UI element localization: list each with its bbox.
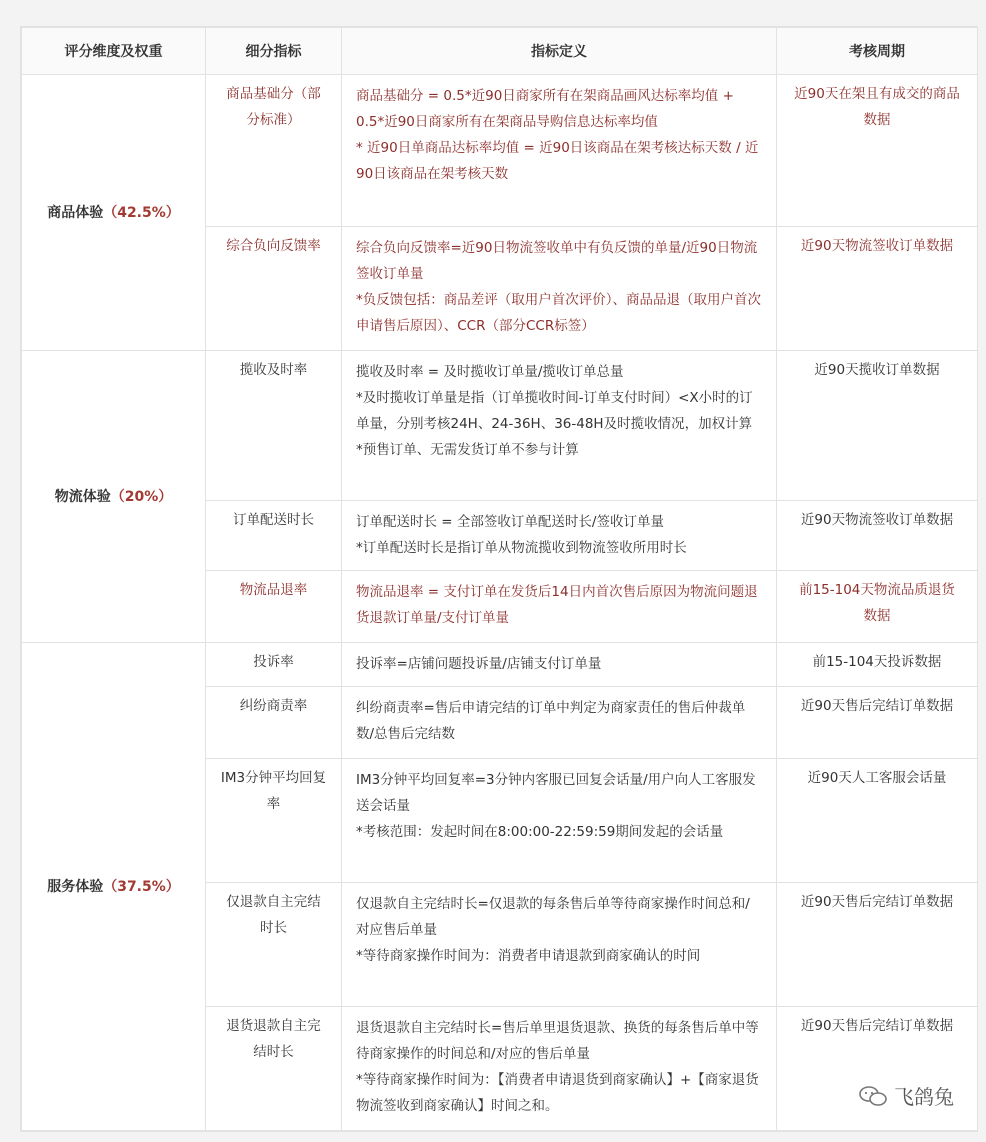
watermark-text: 飞鸽兔 <box>894 1085 954 1109</box>
period-cell: 近90天人工客服会话量 <box>777 759 978 883</box>
definition-cell <box>342 227 777 351</box>
definition-text: IM3分钟平均回复率=3分钟内客服已回复会话量/用户向人工客服发送会话量 <box>356 772 756 814</box>
period-cell: 近90天售后完结订单数据 <box>777 687 978 759</box>
metric-cell: 仅退款自主完结时长 <box>206 883 342 1007</box>
dimension-cell-product <box>22 75 206 351</box>
table-row <box>22 75 978 227</box>
definition-text: 投诉率=店铺问题投诉量/店铺支付订单量 <box>356 656 602 672</box>
definition-text: 纠纷商责率=售后申请完结的订单中判定为商家责任的售后仲裁单数/总售后完结数 <box>356 700 746 742</box>
definition-cell <box>342 883 777 1007</box>
period-cell: 前15-104天物流品质退货数据 <box>777 571 978 643</box>
metrics-table-container <box>20 26 978 1132</box>
period-cell: 近90天售后完结订单数据 <box>777 1007 978 1131</box>
definition-cell <box>342 351 777 501</box>
dimension-name: 物流体验 <box>54 488 111 505</box>
definition-note: *等待商家操作时间为：消费者申请退款到商家确认的时间 <box>356 948 701 964</box>
dimension-weight: （42.5%） <box>103 204 180 221</box>
definition-note: *考核范围：发起时间在8:00:00-22:59:59期间发起的会话量 <box>356 824 724 840</box>
period-cell: 近90天在架且有成交的商品数据 <box>777 75 978 227</box>
watermark <box>854 1079 958 1112</box>
header-metric: 细分指标 <box>206 28 342 75</box>
definition-note: *负反馈包括：商品差评（取用户首次评价）、商品品退（取用户首次申请售后原因）、CCR（部分CCR标签） <box>356 292 761 334</box>
dimension-name: 商品体验 <box>47 204 104 221</box>
definition-cell <box>342 75 777 227</box>
period-cell: 近90天揽收订单数据 <box>777 351 978 501</box>
period-cell: 近90天物流签收订单数据 <box>777 227 978 351</box>
metric-cell: 物流品退率 <box>206 571 342 643</box>
header-dimension: 评分维度及权重 <box>22 28 206 75</box>
definition-text: 订单配送时长 = 全部签收订单配送时长/签收订单量 <box>356 514 664 530</box>
definition-text: 商品基础分 = 0.5*近90日商家所有在架商品画风达标率均值 + 0.5*近90日商家所有在架商品导购信息达标率均值 <box>356 88 734 130</box>
dimension-weight: （20%） <box>110 488 173 505</box>
header-period: 考核周期 <box>777 28 978 75</box>
definition-text: 退货退款自主完结时长=售后单里退货退款、换货的每条售后单中等待商家操作的时间总和/对应的售后单量 <box>356 1020 759 1062</box>
table-row <box>22 643 978 687</box>
period-cell: 近90天物流签收订单数据 <box>777 501 978 571</box>
definition-note: *等待商家操作时间为：【消费者申请退货到商家确认】+【商家退货物流签收到商家确认】时间之和。 <box>356 1072 759 1114</box>
definition-cell <box>342 643 777 687</box>
definition-text: 物流品退率 = 支付订单在发货后14日内首次售后原因为物流问题退货退款订单量/支付订单量 <box>356 584 758 626</box>
metric-cell: 订单配送时长 <box>206 501 342 571</box>
table-row <box>22 351 978 501</box>
definition-cell <box>342 687 777 759</box>
period-cell: 近90天售后完结订单数据 <box>777 883 978 1007</box>
period-cell: 前15-104天投诉数据 <box>777 643 978 687</box>
table-header-row <box>22 28 978 75</box>
definition-text: 综合负向反馈率=近90日物流签收单中有负反馈的单量/近90日物流签收订单量 <box>356 240 758 282</box>
metric-cell: IM3分钟平均回复率 <box>206 759 342 883</box>
definition-text: 揽收及时率 = 及时揽收订单量/揽收订单总量 <box>356 364 624 380</box>
metrics-table <box>21 27 978 1131</box>
metric-cell: 纠纷商责率 <box>206 687 342 759</box>
definition-cell <box>342 501 777 571</box>
definition-cell <box>342 571 777 643</box>
header-definition: 指标定义 <box>342 28 777 75</box>
metric-cell: 揽收及时率 <box>206 351 342 501</box>
definition-cell <box>342 1007 777 1131</box>
metric-cell: 投诉率 <box>206 643 342 687</box>
metric-cell: 综合负向反馈率 <box>206 227 342 351</box>
metric-cell: 商品基础分（部分标准） <box>206 75 342 227</box>
definition-text: 仅退款自主完结时长=仅退款的每条售后单等待商家操作时间总和/对应售后单量 <box>356 896 750 938</box>
wechat-logo-icon <box>858 1085 888 1107</box>
definition-cell <box>342 759 777 883</box>
metric-cell: 退货退款自主完结时长 <box>206 1007 342 1131</box>
definition-note-2: *预售订单、无需发货订单不参与计算 <box>356 442 579 458</box>
dimension-cell-logistics <box>22 351 206 643</box>
dimension-name: 服务体验 <box>47 878 104 895</box>
definition-note: *及时揽收订单量是指（订单揽收时间-订单支付时间）<X小时的订单量，分别考核24H、24-36H、36-48H及时揽收情况，加权计算 <box>356 390 753 432</box>
definition-note: *订单配送时长是指订单从物流揽收到物流签收所用时长 <box>356 540 687 556</box>
dimension-weight: （37.5%） <box>103 878 180 895</box>
dimension-cell-service <box>22 643 206 1131</box>
definition-note: * 近90日单商品达标率均值 = 近90日该商品在架考核达标天数 / 近90日该商品在架考核天数 <box>356 140 759 182</box>
